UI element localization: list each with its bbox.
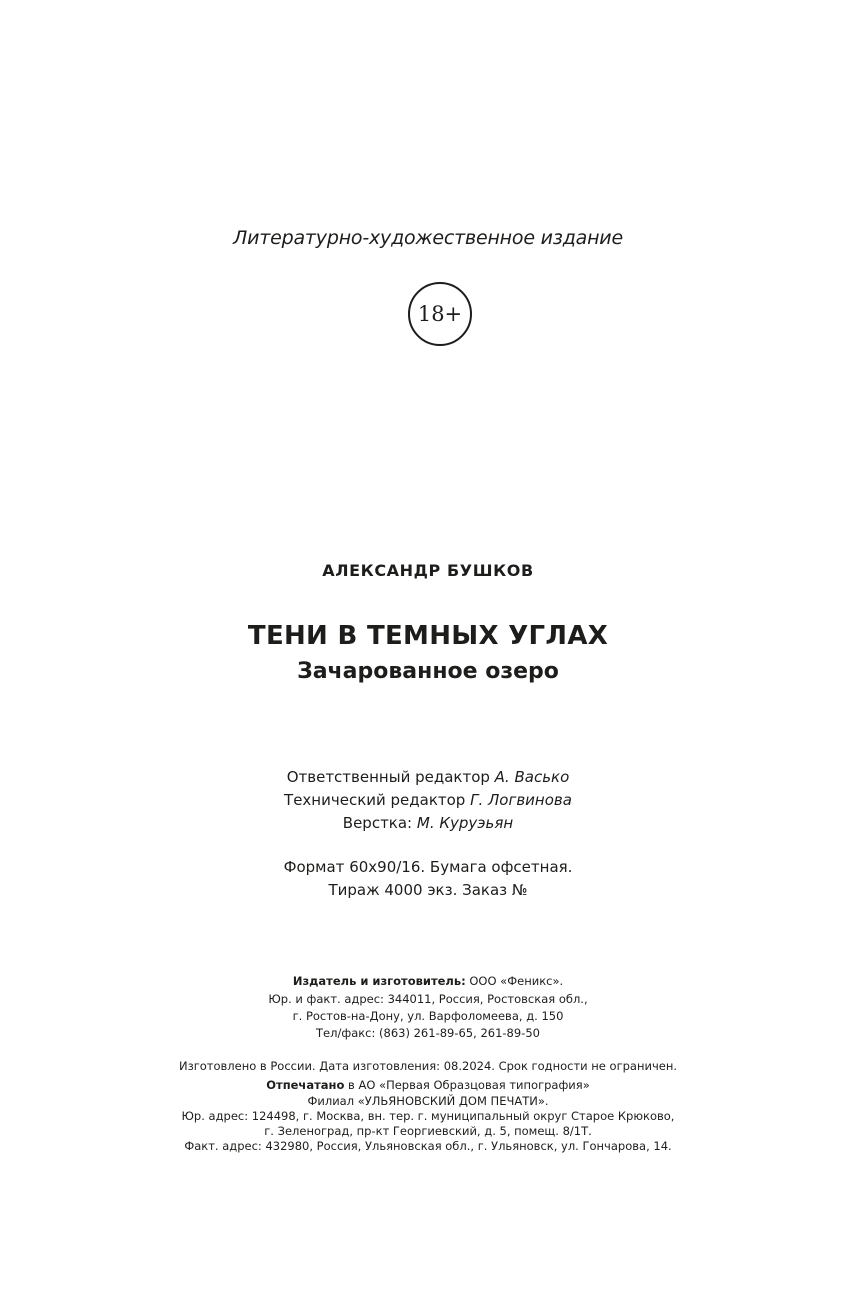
credit-role: Верстка: [342, 814, 417, 832]
print-run-line: Тираж 4000 экз. Заказ № [328, 881, 528, 899]
printer-actual-address: Факт. адрес: 432980, Россия, Ульяновская обл., г. Ульяновск, ул. Гончарова, 14. [184, 1139, 672, 1153]
credit-technical-editor [0, 791, 856, 809]
credit-role: Технический редактор [284, 791, 471, 809]
printed-label: Отпечатано [266, 1078, 345, 1092]
credit-person: А. Васько [494, 768, 570, 786]
printer-branch: Филиал «УЛЬЯНОВСКИЙ ДОМ ПЕЧАТИ». [307, 1094, 549, 1108]
book-subtitle: Зачарованное озеро [297, 659, 559, 684]
publisher-address-line2: г. Ростов-на-Дону, ул. Варфоломеева, д. 150 [292, 1009, 564, 1023]
age-rating-badge: 18+ [408, 282, 472, 346]
publisher-phone: Тел/факс: (863) 261-89-65, 261-89-50 [316, 1026, 540, 1040]
publisher-label: Издатель и изготовитель: [292, 974, 466, 988]
credit-role: Ответственный редактор [286, 768, 495, 786]
publisher-address-line1: Юр. и факт. адрес: 344011, Россия, Ростовская обл., [268, 992, 588, 1006]
credit-person: Г. Логвинова [470, 791, 572, 809]
manufacture-line: Изготовлено в России. Дата изготовления: 08.2024. Срок годности не ограничен. [178, 1059, 677, 1073]
publisher-line [0, 972, 856, 990]
credit-person: М. Куруэьян [416, 814, 514, 832]
book-title: ТЕНИ В ТЕМНЫХ УГЛАХ [247, 621, 609, 651]
printer-name: в АО «Первая Образцовая типография» [344, 1078, 590, 1092]
author-name: АЛЕКСАНДР БУШКОВ [322, 561, 534, 580]
format-line: Формат 60x90/16. Бумага офсетная. [283, 858, 573, 876]
printer-legal-address-line1: Юр. адрес: 124498, г. Москва, вн. тер. г. муниципальный округ Старое Крюково, [181, 1109, 675, 1123]
publisher-name: ООО «Феникс». [465, 974, 564, 988]
credit-layout [0, 814, 856, 832]
genre-label: Литературно-художественное издание [233, 227, 623, 249]
printer-legal-address-line2: г. Зеленоград, пр-кт Георгиевский, д. 5, помещ. 8/1Т. [264, 1124, 592, 1138]
credit-chief-editor [0, 768, 856, 786]
